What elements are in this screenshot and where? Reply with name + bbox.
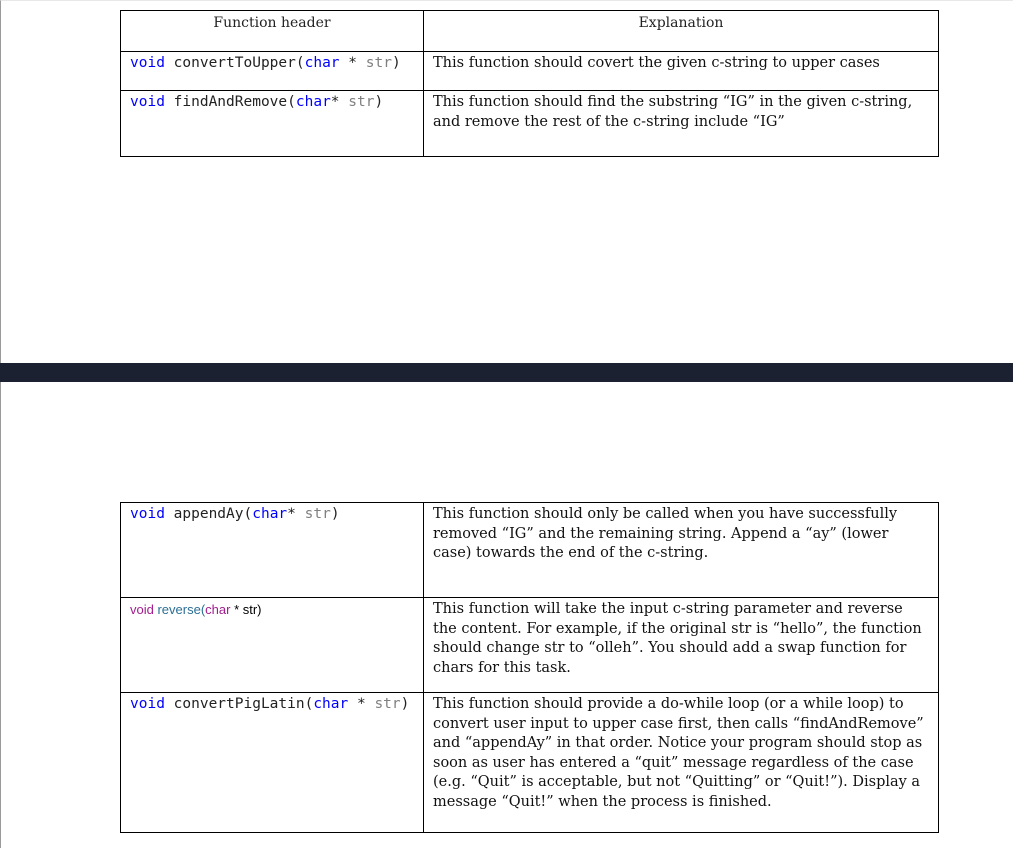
column-header-function: Function header	[213, 15, 331, 31]
param-sep: *	[287, 506, 305, 522]
return-type: void	[130, 602, 154, 617]
function-name: reverse(	[153, 602, 206, 617]
explanation-cell	[424, 693, 939, 833]
param-type: char	[295, 94, 331, 110]
param-type: char	[313, 696, 349, 712]
param-sep: *	[348, 696, 375, 712]
function-name: appendAy(	[164, 506, 253, 522]
param-close: )	[400, 696, 410, 712]
return-type: void	[130, 94, 165, 110]
function-signature	[121, 52, 423, 71]
table-row	[121, 693, 939, 833]
param-name: str	[304, 506, 331, 522]
explanation-cell	[424, 503, 939, 598]
signature-cell	[121, 693, 424, 833]
table-header-row	[121, 11, 939, 52]
function-explanation: This function should find the substring “IG” in the given c-string, and remove the rest of the c-string include “IG”	[433, 94, 913, 130]
signature-cell	[121, 503, 424, 598]
param-type: char	[252, 506, 288, 522]
document-page-top	[0, 0, 1013, 363]
param-name: str	[348, 94, 375, 110]
function-name: convertToUpper(	[164, 55, 305, 71]
column-header-explanation: Explanation	[638, 15, 724, 31]
table-row	[121, 91, 939, 157]
function-explanation: This function will take the input c-string parameter and reverse the content. For example, if the original str is “hello”, the function should change str to “olleh”. You should add a swap function for chars for this task.	[433, 601, 922, 676]
header-cell	[121, 11, 424, 52]
param-close: )	[374, 94, 384, 110]
return-type: void	[130, 55, 165, 71]
signature-cell	[121, 598, 424, 693]
document-page-bottom	[0, 382, 1013, 848]
signature-cell	[121, 52, 424, 91]
param-rest: * str)	[230, 602, 262, 617]
explanation-cell	[424, 52, 939, 91]
table-row	[121, 598, 939, 693]
function-signature	[121, 693, 423, 712]
function-name: convertPigLatin(	[164, 696, 314, 712]
param-name: str	[365, 55, 392, 71]
function-signature	[121, 91, 423, 110]
table-row	[121, 52, 939, 91]
return-type: void	[130, 696, 165, 712]
function-table-1	[120, 10, 939, 157]
param-close: )	[391, 55, 401, 71]
explanation-cell	[424, 598, 939, 693]
page-separator	[0, 363, 1013, 382]
function-explanation: This function should only be called when you have successfully removed “IG” and the remaining string. Append a “ay” (lower case) towards the end of the c-string.	[433, 506, 898, 561]
param-name: str	[374, 696, 401, 712]
param-type: char	[304, 55, 340, 71]
param-type: char	[205, 602, 231, 617]
function-signature	[121, 503, 423, 522]
signature-cell	[121, 91, 424, 157]
param-sep: *	[339, 55, 366, 71]
param-sep: *	[330, 94, 349, 110]
function-explanation: This function should provide a do-while loop (or a while loop) to convert user input to upper case first, then calls “findAndRemove” and “appendAy” in that order. Notice your program should stop as soon as user has entered a “quit” message regardless of the case (e.g. “Quit” is acceptable, but not “Quitting” or “Quit!”). Display a message “Quit!” when the process is finished.	[433, 696, 924, 810]
function-explanation: This function should covert the given c-string to upper cases	[433, 55, 880, 71]
return-type: void	[130, 506, 165, 522]
table-row	[121, 503, 939, 598]
explanation-cell	[424, 91, 939, 157]
param-close: )	[330, 506, 340, 522]
function-name: findAndRemove(	[164, 94, 296, 110]
function-signature	[121, 598, 423, 617]
header-cell	[424, 11, 939, 52]
function-table-2	[120, 502, 939, 833]
